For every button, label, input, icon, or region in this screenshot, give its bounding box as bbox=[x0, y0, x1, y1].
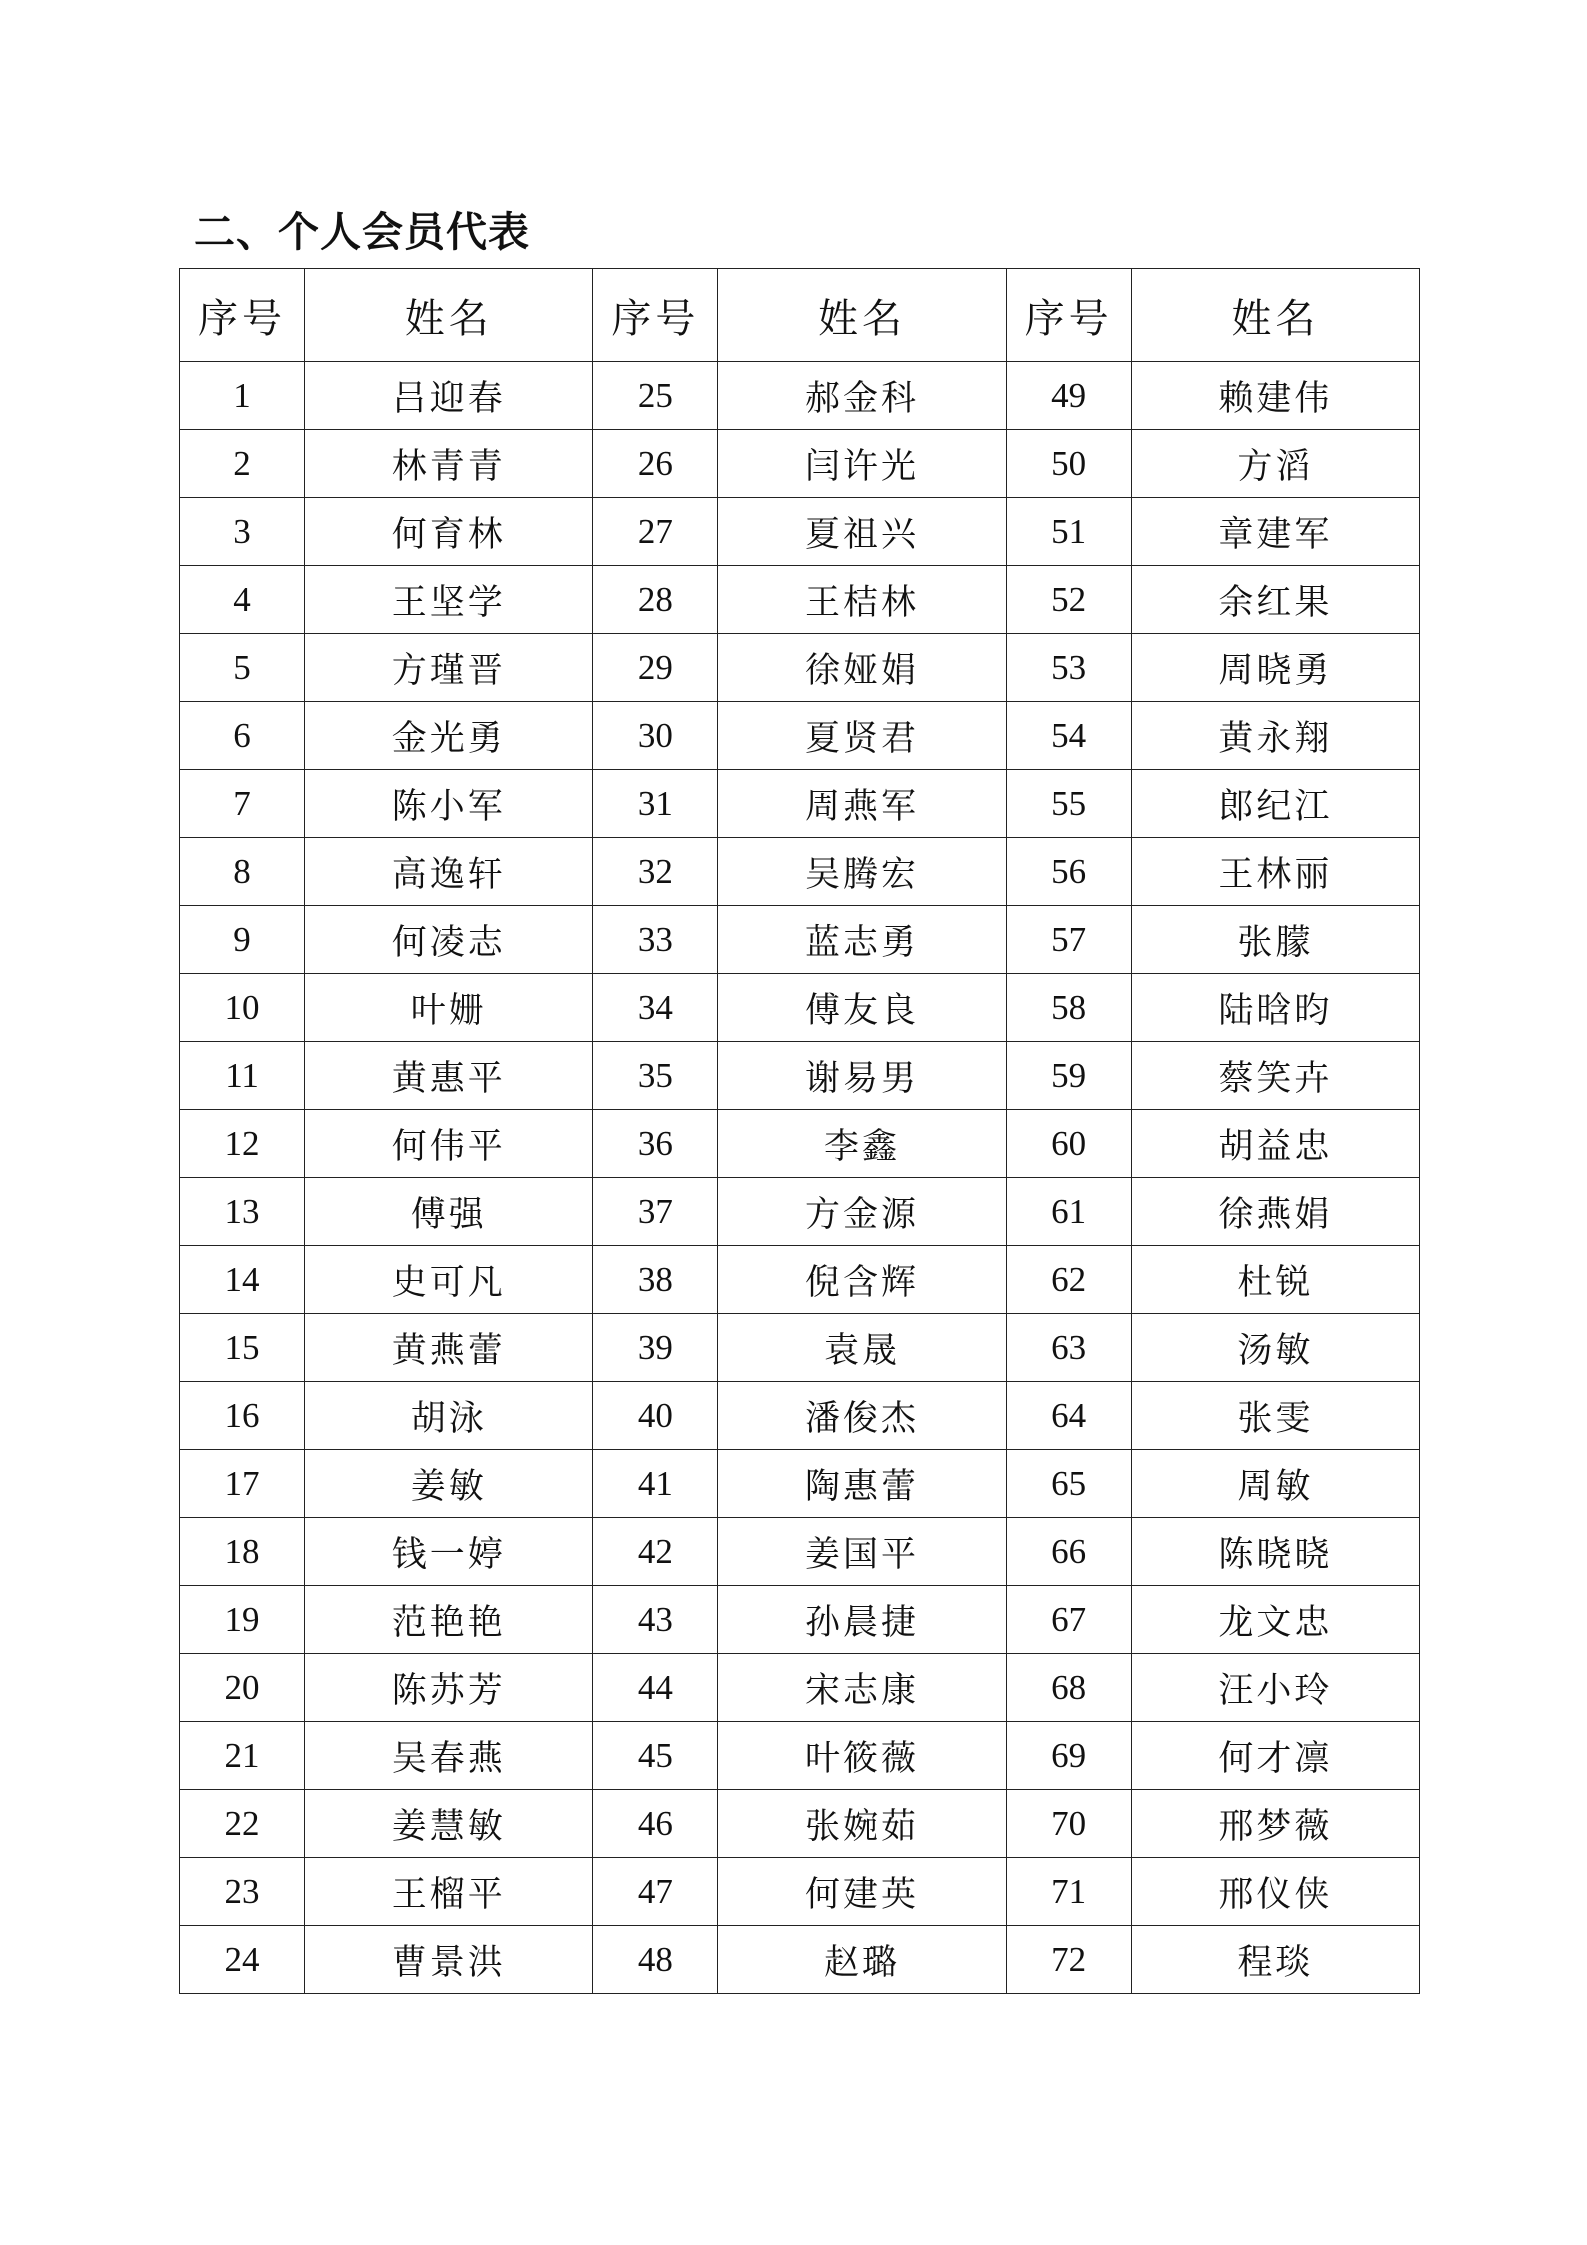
member-name-cell: 吴腾宏 bbox=[718, 838, 1006, 906]
table-row bbox=[180, 1518, 1420, 1586]
serial-number-cell: 25 bbox=[593, 362, 718, 430]
serial-number-cell: 17 bbox=[180, 1450, 305, 1518]
table-row bbox=[180, 566, 1420, 634]
serial-number-cell: 48 bbox=[593, 1926, 718, 1994]
member-name-cell: 吕迎春 bbox=[305, 362, 593, 430]
member-name-cell: 姜慧敏 bbox=[305, 1790, 593, 1858]
member-name-cell: 何育林 bbox=[305, 498, 593, 566]
table-header-row bbox=[180, 269, 1420, 362]
table-row bbox=[180, 1858, 1420, 1926]
serial-number-cell: 57 bbox=[1006, 906, 1131, 974]
serial-number-cell: 5 bbox=[180, 634, 305, 702]
serial-number-cell: 53 bbox=[1006, 634, 1131, 702]
member-name-cell: 范艳艳 bbox=[305, 1586, 593, 1654]
member-name-cell: 张婉茹 bbox=[718, 1790, 1006, 1858]
serial-number-cell: 9 bbox=[180, 906, 305, 974]
serial-number-cell: 14 bbox=[180, 1246, 305, 1314]
member-name-cell: 何建英 bbox=[718, 1858, 1006, 1926]
serial-number-cell: 20 bbox=[180, 1654, 305, 1722]
serial-number-cell: 3 bbox=[180, 498, 305, 566]
header-name: 姓名 bbox=[718, 269, 1006, 362]
member-name-cell: 程琰 bbox=[1131, 1926, 1419, 1994]
member-name-cell: 王桔林 bbox=[718, 566, 1006, 634]
table-row bbox=[180, 1926, 1420, 1994]
member-name-cell: 王林丽 bbox=[1131, 838, 1419, 906]
header-serial-number: 序号 bbox=[180, 269, 305, 362]
member-name-cell: 夏贤君 bbox=[718, 702, 1006, 770]
serial-number-cell: 47 bbox=[593, 1858, 718, 1926]
member-name-cell: 何才凛 bbox=[1131, 1722, 1419, 1790]
serial-number-cell: 7 bbox=[180, 770, 305, 838]
serial-number-cell: 36 bbox=[593, 1110, 718, 1178]
member-name-cell: 王榴平 bbox=[305, 1858, 593, 1926]
serial-number-cell: 64 bbox=[1006, 1382, 1131, 1450]
member-name-cell: 黄永翔 bbox=[1131, 702, 1419, 770]
table-row bbox=[180, 1654, 1420, 1722]
serial-number-cell: 42 bbox=[593, 1518, 718, 1586]
serial-number-cell: 51 bbox=[1006, 498, 1131, 566]
member-name-cell: 徐娅娟 bbox=[718, 634, 1006, 702]
serial-number-cell: 46 bbox=[593, 1790, 718, 1858]
table-row bbox=[180, 634, 1420, 702]
member-name-cell: 孙晨捷 bbox=[718, 1586, 1006, 1654]
serial-number-cell: 22 bbox=[180, 1790, 305, 1858]
serial-number-cell: 54 bbox=[1006, 702, 1131, 770]
serial-number-cell: 2 bbox=[180, 430, 305, 498]
member-name-cell: 倪含辉 bbox=[718, 1246, 1006, 1314]
serial-number-cell: 67 bbox=[1006, 1586, 1131, 1654]
serial-number-cell: 34 bbox=[593, 974, 718, 1042]
member-name-cell: 何伟平 bbox=[305, 1110, 593, 1178]
serial-number-cell: 32 bbox=[593, 838, 718, 906]
member-name-cell: 汪小玲 bbox=[1131, 1654, 1419, 1722]
member-name-cell: 金光勇 bbox=[305, 702, 593, 770]
serial-number-cell: 15 bbox=[180, 1314, 305, 1382]
serial-number-cell: 60 bbox=[1006, 1110, 1131, 1178]
serial-number-cell: 56 bbox=[1006, 838, 1131, 906]
member-name-cell: 周敏 bbox=[1131, 1450, 1419, 1518]
member-name-cell: 胡益忠 bbox=[1131, 1110, 1419, 1178]
serial-number-cell: 6 bbox=[180, 702, 305, 770]
table-row bbox=[180, 430, 1420, 498]
member-name-cell: 余红果 bbox=[1131, 566, 1419, 634]
member-name-cell: 汤敏 bbox=[1131, 1314, 1419, 1382]
member-name-cell: 黄惠平 bbox=[305, 1042, 593, 1110]
member-name-cell: 周晓勇 bbox=[1131, 634, 1419, 702]
serial-number-cell: 8 bbox=[180, 838, 305, 906]
member-name-cell: 郎纪江 bbox=[1131, 770, 1419, 838]
table-row bbox=[180, 1450, 1420, 1518]
member-name-cell: 林青青 bbox=[305, 430, 593, 498]
table-body bbox=[180, 362, 1420, 1994]
serial-number-cell: 40 bbox=[593, 1382, 718, 1450]
serial-number-cell: 18 bbox=[180, 1518, 305, 1586]
serial-number-cell: 30 bbox=[593, 702, 718, 770]
serial-number-cell: 68 bbox=[1006, 1654, 1131, 1722]
table-row bbox=[180, 1722, 1420, 1790]
member-name-cell: 张雯 bbox=[1131, 1382, 1419, 1450]
serial-number-cell: 29 bbox=[593, 634, 718, 702]
member-name-cell: 谢易男 bbox=[718, 1042, 1006, 1110]
member-name-cell: 姜国平 bbox=[718, 1518, 1006, 1586]
header-serial-number: 序号 bbox=[593, 269, 718, 362]
serial-number-cell: 27 bbox=[593, 498, 718, 566]
serial-number-cell: 61 bbox=[1006, 1178, 1131, 1246]
serial-number-cell: 70 bbox=[1006, 1790, 1131, 1858]
member-name-cell: 蓝志勇 bbox=[718, 906, 1006, 974]
member-name-cell: 潘俊杰 bbox=[718, 1382, 1006, 1450]
serial-number-cell: 26 bbox=[593, 430, 718, 498]
serial-number-cell: 39 bbox=[593, 1314, 718, 1382]
serial-number-cell: 41 bbox=[593, 1450, 718, 1518]
section-title: 二、个人会员代表 bbox=[194, 208, 530, 256]
table-row bbox=[180, 1790, 1420, 1858]
serial-number-cell: 16 bbox=[180, 1382, 305, 1450]
member-name-cell: 杜锐 bbox=[1131, 1246, 1419, 1314]
member-name-cell: 袁晟 bbox=[718, 1314, 1006, 1382]
serial-number-cell: 1 bbox=[180, 362, 305, 430]
member-name-cell: 傅强 bbox=[305, 1178, 593, 1246]
member-name-cell: 邢梦薇 bbox=[1131, 1790, 1419, 1858]
serial-number-cell: 31 bbox=[593, 770, 718, 838]
serial-number-cell: 49 bbox=[1006, 362, 1131, 430]
serial-number-cell: 23 bbox=[180, 1858, 305, 1926]
member-name-cell: 赵璐 bbox=[718, 1926, 1006, 1994]
serial-number-cell: 66 bbox=[1006, 1518, 1131, 1586]
member-name-cell: 姜敏 bbox=[305, 1450, 593, 1518]
member-name-cell: 李鑫 bbox=[718, 1110, 1006, 1178]
serial-number-cell: 33 bbox=[593, 906, 718, 974]
serial-number-cell: 58 bbox=[1006, 974, 1131, 1042]
member-name-cell: 陈苏芳 bbox=[305, 1654, 593, 1722]
table-row bbox=[180, 974, 1420, 1042]
serial-number-cell: 72 bbox=[1006, 1926, 1131, 1994]
serial-number-cell: 4 bbox=[180, 566, 305, 634]
member-name-cell: 傅友良 bbox=[718, 974, 1006, 1042]
serial-number-cell: 37 bbox=[593, 1178, 718, 1246]
table-row bbox=[180, 1042, 1420, 1110]
member-name-cell: 曹景洪 bbox=[305, 1926, 593, 1994]
table-row bbox=[180, 362, 1420, 430]
member-name-cell: 陈小军 bbox=[305, 770, 593, 838]
serial-number-cell: 43 bbox=[593, 1586, 718, 1654]
header-serial-number: 序号 bbox=[1006, 269, 1131, 362]
table-row bbox=[180, 1314, 1420, 1382]
serial-number-cell: 71 bbox=[1006, 1858, 1131, 1926]
member-name-cell: 何凌志 bbox=[305, 906, 593, 974]
table-row bbox=[180, 1246, 1420, 1314]
member-name-cell: 徐燕娟 bbox=[1131, 1178, 1419, 1246]
table-row bbox=[180, 702, 1420, 770]
member-name-cell: 高逸轩 bbox=[305, 838, 593, 906]
serial-number-cell: 35 bbox=[593, 1042, 718, 1110]
member-name-cell: 章建军 bbox=[1131, 498, 1419, 566]
member-table bbox=[179, 268, 1420, 1994]
member-name-cell: 胡泳 bbox=[305, 1382, 593, 1450]
serial-number-cell: 13 bbox=[180, 1178, 305, 1246]
member-name-cell: 叶姗 bbox=[305, 974, 593, 1042]
serial-number-cell: 11 bbox=[180, 1042, 305, 1110]
member-name-cell: 龙文忠 bbox=[1131, 1586, 1419, 1654]
member-name-cell: 邢仪侠 bbox=[1131, 1858, 1419, 1926]
serial-number-cell: 28 bbox=[593, 566, 718, 634]
header-name: 姓名 bbox=[1131, 269, 1419, 362]
member-name-cell: 郝金科 bbox=[718, 362, 1006, 430]
serial-number-cell: 21 bbox=[180, 1722, 305, 1790]
member-name-cell: 王坚学 bbox=[305, 566, 593, 634]
member-name-cell: 周燕军 bbox=[718, 770, 1006, 838]
serial-number-cell: 52 bbox=[1006, 566, 1131, 634]
serial-number-cell: 55 bbox=[1006, 770, 1131, 838]
serial-number-cell: 63 bbox=[1006, 1314, 1131, 1382]
member-name-cell: 吴春燕 bbox=[305, 1722, 593, 1790]
member-name-cell: 钱一婷 bbox=[305, 1518, 593, 1586]
member-name-cell: 叶筱薇 bbox=[718, 1722, 1006, 1790]
member-name-cell: 陆晗昀 bbox=[1131, 974, 1419, 1042]
serial-number-cell: 24 bbox=[180, 1926, 305, 1994]
member-name-cell: 张朦 bbox=[1131, 906, 1419, 974]
table-row bbox=[180, 906, 1420, 974]
member-name-cell: 蔡笑卉 bbox=[1131, 1042, 1419, 1110]
member-name-cell: 赖建伟 bbox=[1131, 362, 1419, 430]
member-name-cell: 方金源 bbox=[718, 1178, 1006, 1246]
member-name-cell: 史可凡 bbox=[305, 1246, 593, 1314]
serial-number-cell: 65 bbox=[1006, 1450, 1131, 1518]
table-row bbox=[180, 1110, 1420, 1178]
member-name-cell: 闫许光 bbox=[718, 430, 1006, 498]
serial-number-cell: 10 bbox=[180, 974, 305, 1042]
member-name-cell: 方滔 bbox=[1131, 430, 1419, 498]
table-row bbox=[180, 1178, 1420, 1246]
member-name-cell: 黄燕蕾 bbox=[305, 1314, 593, 1382]
serial-number-cell: 45 bbox=[593, 1722, 718, 1790]
serial-number-cell: 62 bbox=[1006, 1246, 1131, 1314]
member-name-cell: 陶惠蕾 bbox=[718, 1450, 1006, 1518]
serial-number-cell: 50 bbox=[1006, 430, 1131, 498]
member-name-cell: 宋志康 bbox=[718, 1654, 1006, 1722]
serial-number-cell: 19 bbox=[180, 1586, 305, 1654]
table-row bbox=[180, 498, 1420, 566]
serial-number-cell: 44 bbox=[593, 1654, 718, 1722]
serial-number-cell: 38 bbox=[593, 1246, 718, 1314]
serial-number-cell: 69 bbox=[1006, 1722, 1131, 1790]
table-row bbox=[180, 1586, 1420, 1654]
header-name: 姓名 bbox=[305, 269, 593, 362]
table-row bbox=[180, 1382, 1420, 1450]
member-name-cell: 夏祖兴 bbox=[718, 498, 1006, 566]
table-row bbox=[180, 770, 1420, 838]
member-name-cell: 陈晓晓 bbox=[1131, 1518, 1419, 1586]
member-name-cell: 方瑾晋 bbox=[305, 634, 593, 702]
serial-number-cell: 59 bbox=[1006, 1042, 1131, 1110]
serial-number-cell: 12 bbox=[180, 1110, 305, 1178]
table-row bbox=[180, 838, 1420, 906]
